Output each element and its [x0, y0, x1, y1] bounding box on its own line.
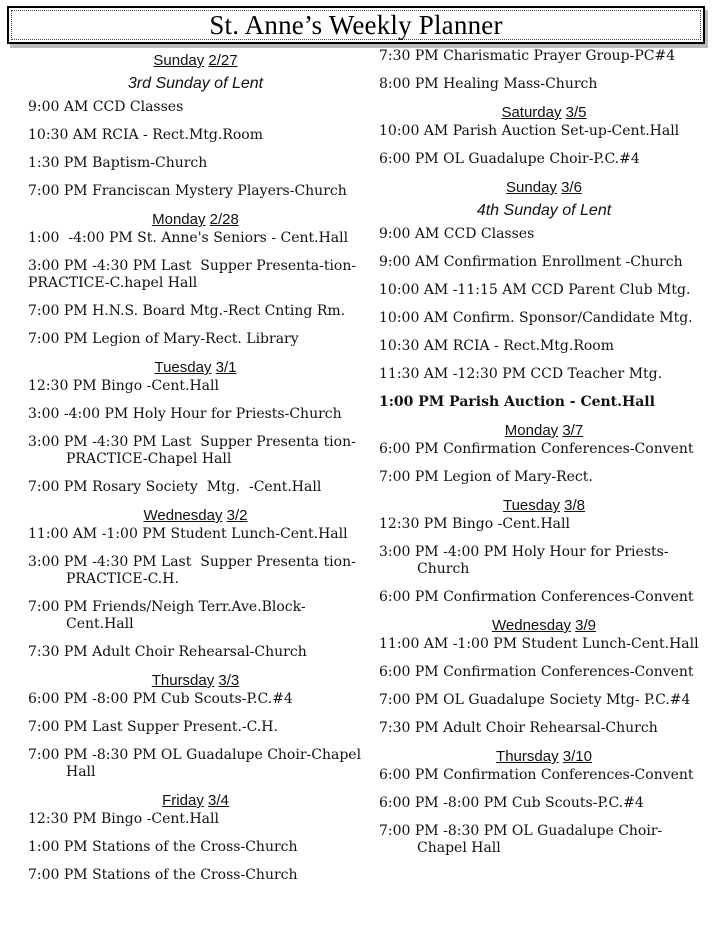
day-name: Monday — [504, 422, 559, 439]
schedule-entry: 6:00 PM Confirmation Conferences-Convent — [379, 441, 694, 457]
schedule-entry: 7:00 PM Last Supper Present.-C.H. — [28, 719, 278, 735]
schedule-entry: 7:00 PM -8:30 PM OL Guadalupe Choir-Chapel Hall — [28, 747, 366, 780]
day-heading — [28, 52, 363, 69]
day-name: Thursday — [151, 672, 215, 689]
schedule-entry: 12:30 PM Bingo -Cent.Hall — [28, 811, 219, 827]
schedule-entry: 6:00 PM -8:00 PM Cub Scouts-P.C.#4 — [28, 691, 293, 707]
schedule-entry: 7:30 PM Adult Choir Rehearsal-Church — [379, 720, 658, 736]
day-name: Wednesday — [492, 617, 571, 634]
schedule-entry: 1:00 -4:00 PM St. Anne's Seniors - Cent.Hall — [28, 230, 349, 246]
day-heading — [379, 422, 709, 439]
schedule-entry: 6:00 PM Confirmation Conferences-Convent — [379, 767, 694, 783]
day-name: Sunday — [506, 179, 557, 196]
schedule-entry: 3:00 PM -4:30 PM Last Supper Presenta tion-PRACTICE-Chapel Hall — [28, 434, 356, 467]
liturgical-subtitle: 4th Sunday of Lent — [476, 202, 612, 219]
planner-title-box — [7, 6, 705, 44]
day-heading — [28, 211, 363, 228]
day-heading — [28, 792, 363, 809]
left-column — [28, 48, 366, 895]
day-date: 3/6 — [561, 179, 582, 196]
day-heading — [28, 672, 363, 689]
schedule-entry: 1:00 PM Stations of the Cross-Church — [28, 839, 298, 855]
day-name: Friday — [162, 792, 204, 809]
day-heading — [379, 104, 709, 121]
schedule-entry: 7:00 PM Legion of Mary-Rect. — [379, 469, 593, 485]
schedule-entry: 11:00 AM -1:00 PM Student Lunch-Cent.Hall — [379, 636, 699, 652]
day-date: 3/2 — [226, 507, 248, 524]
schedule-entry: 10:00 AM Parish Auction Set-up-Cent.Hall — [379, 123, 680, 139]
schedule-entry: 10:30 AM RCIA - Rect.Mtg.Room — [379, 338, 615, 354]
day-date: 3/3 — [218, 672, 240, 689]
day-heading — [28, 359, 363, 376]
schedule-entry: 7:00 PM H.N.S. Board Mtg.-Rect Cnting Rm. — [28, 303, 346, 319]
right-column — [379, 48, 709, 868]
schedule-entry: 9:00 AM Confirmation Enrollment -Church — [379, 254, 683, 270]
day-date: 2/28 — [209, 211, 239, 228]
schedule-entry: 11:30 AM -12:30 PM CCD Teacher Mtg. — [379, 366, 663, 382]
day-name: Tuesday — [154, 359, 212, 376]
day-name: Wednesday — [143, 507, 223, 524]
schedule-entry: 1:30 PM Baptism-Church — [28, 155, 208, 171]
day-name: Sunday — [153, 52, 205, 69]
schedule-entry: 3:00 PM -4:00 PM Holy Hour for Priests-Church — [379, 544, 669, 577]
schedule-entry: 12:30 PM Bingo -Cent.Hall — [379, 516, 570, 532]
schedule-entry: 11:00 AM -1:00 PM Student Lunch-Cent.Hall — [28, 526, 348, 542]
day-heading — [379, 617, 709, 634]
schedule-entry: 3:00 PM -4:30 PM Last Supper Presenta-tion-PRACTICE-C.hapel Hall — [28, 258, 357, 291]
page-title: St. Anne’s Weekly Planner — [209, 9, 503, 40]
day-date: 3/9 — [575, 617, 596, 634]
schedule-entry: 7:00 PM Legion of Mary-Rect. Library — [28, 331, 299, 347]
schedule-entry: 10:30 AM RCIA - Rect.Mtg.Room — [28, 127, 264, 143]
schedule-entry: 1:00 PM Parish Auction - Cent.Hall — [379, 394, 655, 410]
schedule-entry: 9:00 AM CCD Classes — [28, 99, 184, 115]
day-date: 3/10 — [562, 748, 592, 765]
day-heading — [379, 497, 709, 514]
schedule-entry: 6:00 PM Confirmation Conferences-Convent — [379, 664, 694, 680]
schedule-entry: 7:00 PM -8:30 PM OL Guadalupe Choir-Chapel Hall — [379, 823, 663, 856]
day-name: Thursday — [496, 748, 559, 765]
schedule-entry: 9:00 AM CCD Classes — [379, 226, 535, 242]
schedule-entry: 10:00 AM Confirm. Sponsor/Candidate Mtg. — [379, 310, 693, 326]
schedule-entry: 7:00 PM OL Guadalupe Society Mtg- P.C.#4 — [379, 692, 691, 708]
schedule-entry: 12:30 PM Bingo -Cent.Hall — [28, 378, 219, 394]
schedule-entry: 7:00 PM Franciscan Mystery Players-Church — [28, 183, 347, 199]
day-heading — [28, 507, 363, 524]
schedule-entry: 8:00 PM Healing Mass-Church — [379, 76, 598, 92]
schedule-entry: 10:00 AM -11:15 AM CCD Parent Club Mtg. — [379, 282, 691, 298]
day-date: 3/7 — [562, 422, 584, 439]
schedule-entry: 7:30 PM Adult Choir Rehearsal-Church — [28, 644, 307, 660]
day-date: 3/8 — [564, 497, 585, 514]
schedule-entry: 7:00 PM Stations of the Cross-Church — [28, 867, 298, 883]
day-date: 3/1 — [215, 359, 237, 376]
schedule-entry: 7:00 PM Rosary Society Mtg. -Cent.Hall — [28, 479, 322, 495]
day-name: Tuesday — [502, 497, 560, 514]
schedule-entry: 3:00 PM -4:30 PM Last Supper Presenta tion-PRACTICE-C.H. — [28, 554, 356, 587]
day-date: 2/27 — [208, 52, 238, 69]
day-name: Monday — [152, 211, 206, 228]
day-heading — [379, 748, 709, 765]
day-name: Saturday — [501, 104, 562, 121]
schedule-entry: 6:00 PM -8:00 PM Cub Scouts-P.C.#4 — [379, 795, 644, 811]
schedule-entry: 7:30 PM Charismatic Prayer Group-PC#4 — [379, 48, 676, 64]
liturgical-subtitle: 3rd Sunday of Lent — [127, 75, 264, 92]
schedule-entry: 6:00 PM OL Guadalupe Choir-P.C.#4 — [379, 151, 640, 167]
schedule-entry: 3:00 -4:00 PM Holy Hour for Priests-Church — [28, 406, 342, 422]
day-date: 3/4 — [208, 792, 229, 809]
schedule-entry: 7:00 PM Friends/Neigh Terr.Ave.Block-Cent.Hall — [28, 599, 306, 632]
day-heading — [379, 179, 709, 196]
day-date: 3/5 — [565, 104, 587, 121]
schedule-entry: 6:00 PM Confirmation Conferences-Convent — [379, 589, 694, 605]
